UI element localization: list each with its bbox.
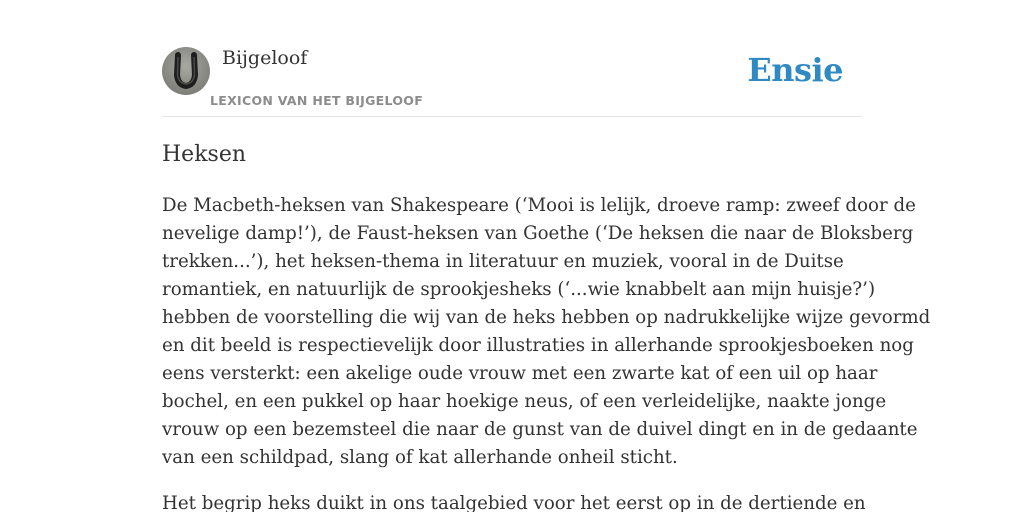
source-name[interactable]: Bijgeloof	[222, 47, 308, 69]
text-line: hebben de voorstelling die wij van de heks hebben op nadrukkelijke wijze gevormd	[162, 307, 931, 328]
text-line: trekken...’), het heksen-thema in literatuur en muziek, vooral in de Duitse	[162, 251, 844, 272]
text-line: Het begrip heks duikt in ons taalgebied voor het eerst op in de dertiende en	[162, 493, 866, 512]
source-subtitle[interactable]: LEXICON VAN HET BIJGELOOF	[210, 93, 424, 108]
text-line: eens versterkt: een akelige oude vrouw met een zwarte kat of een uil op haar	[162, 363, 878, 384]
text-line: De Macbeth-heksen van Shakespeare (‘Mooi is lelijk, droeve ramp: zweef door de	[162, 195, 916, 216]
source-avatar[interactable]	[162, 47, 210, 95]
text-line: nevelige damp!’), de Faust-heksen van Goethe (‘De heksen die naar de Bloksberg	[162, 223, 914, 244]
page-title: Heksen	[162, 142, 247, 167]
article-body	[162, 192, 931, 512]
text-line: romantiek, en natuurlijk de sprookjesheks (‘...wie knabbelt aan mijn huisje?’)	[162, 279, 876, 300]
paragraph-1	[162, 192, 931, 472]
text-line: van een schildpad, slang of kat allerhande onheil sticht.	[162, 447, 678, 468]
text-line: vrouw op een bezemsteel die naar de gunst van de duivel dingt en in de gedaante	[162, 419, 918, 440]
text-line: en dit beeld is respectievelijk door illustraties in allerhande sprookjesboeken nog	[162, 335, 914, 356]
horseshoe-icon	[162, 47, 210, 95]
brand-logo[interactable]: Ensie	[747, 51, 843, 89]
paragraph-2	[162, 490, 866, 512]
text-line: bochel, en een pukkel op haar hoekige neus, of een verleidelijke, naakte jonge	[162, 391, 887, 412]
header	[162, 0, 862, 117]
